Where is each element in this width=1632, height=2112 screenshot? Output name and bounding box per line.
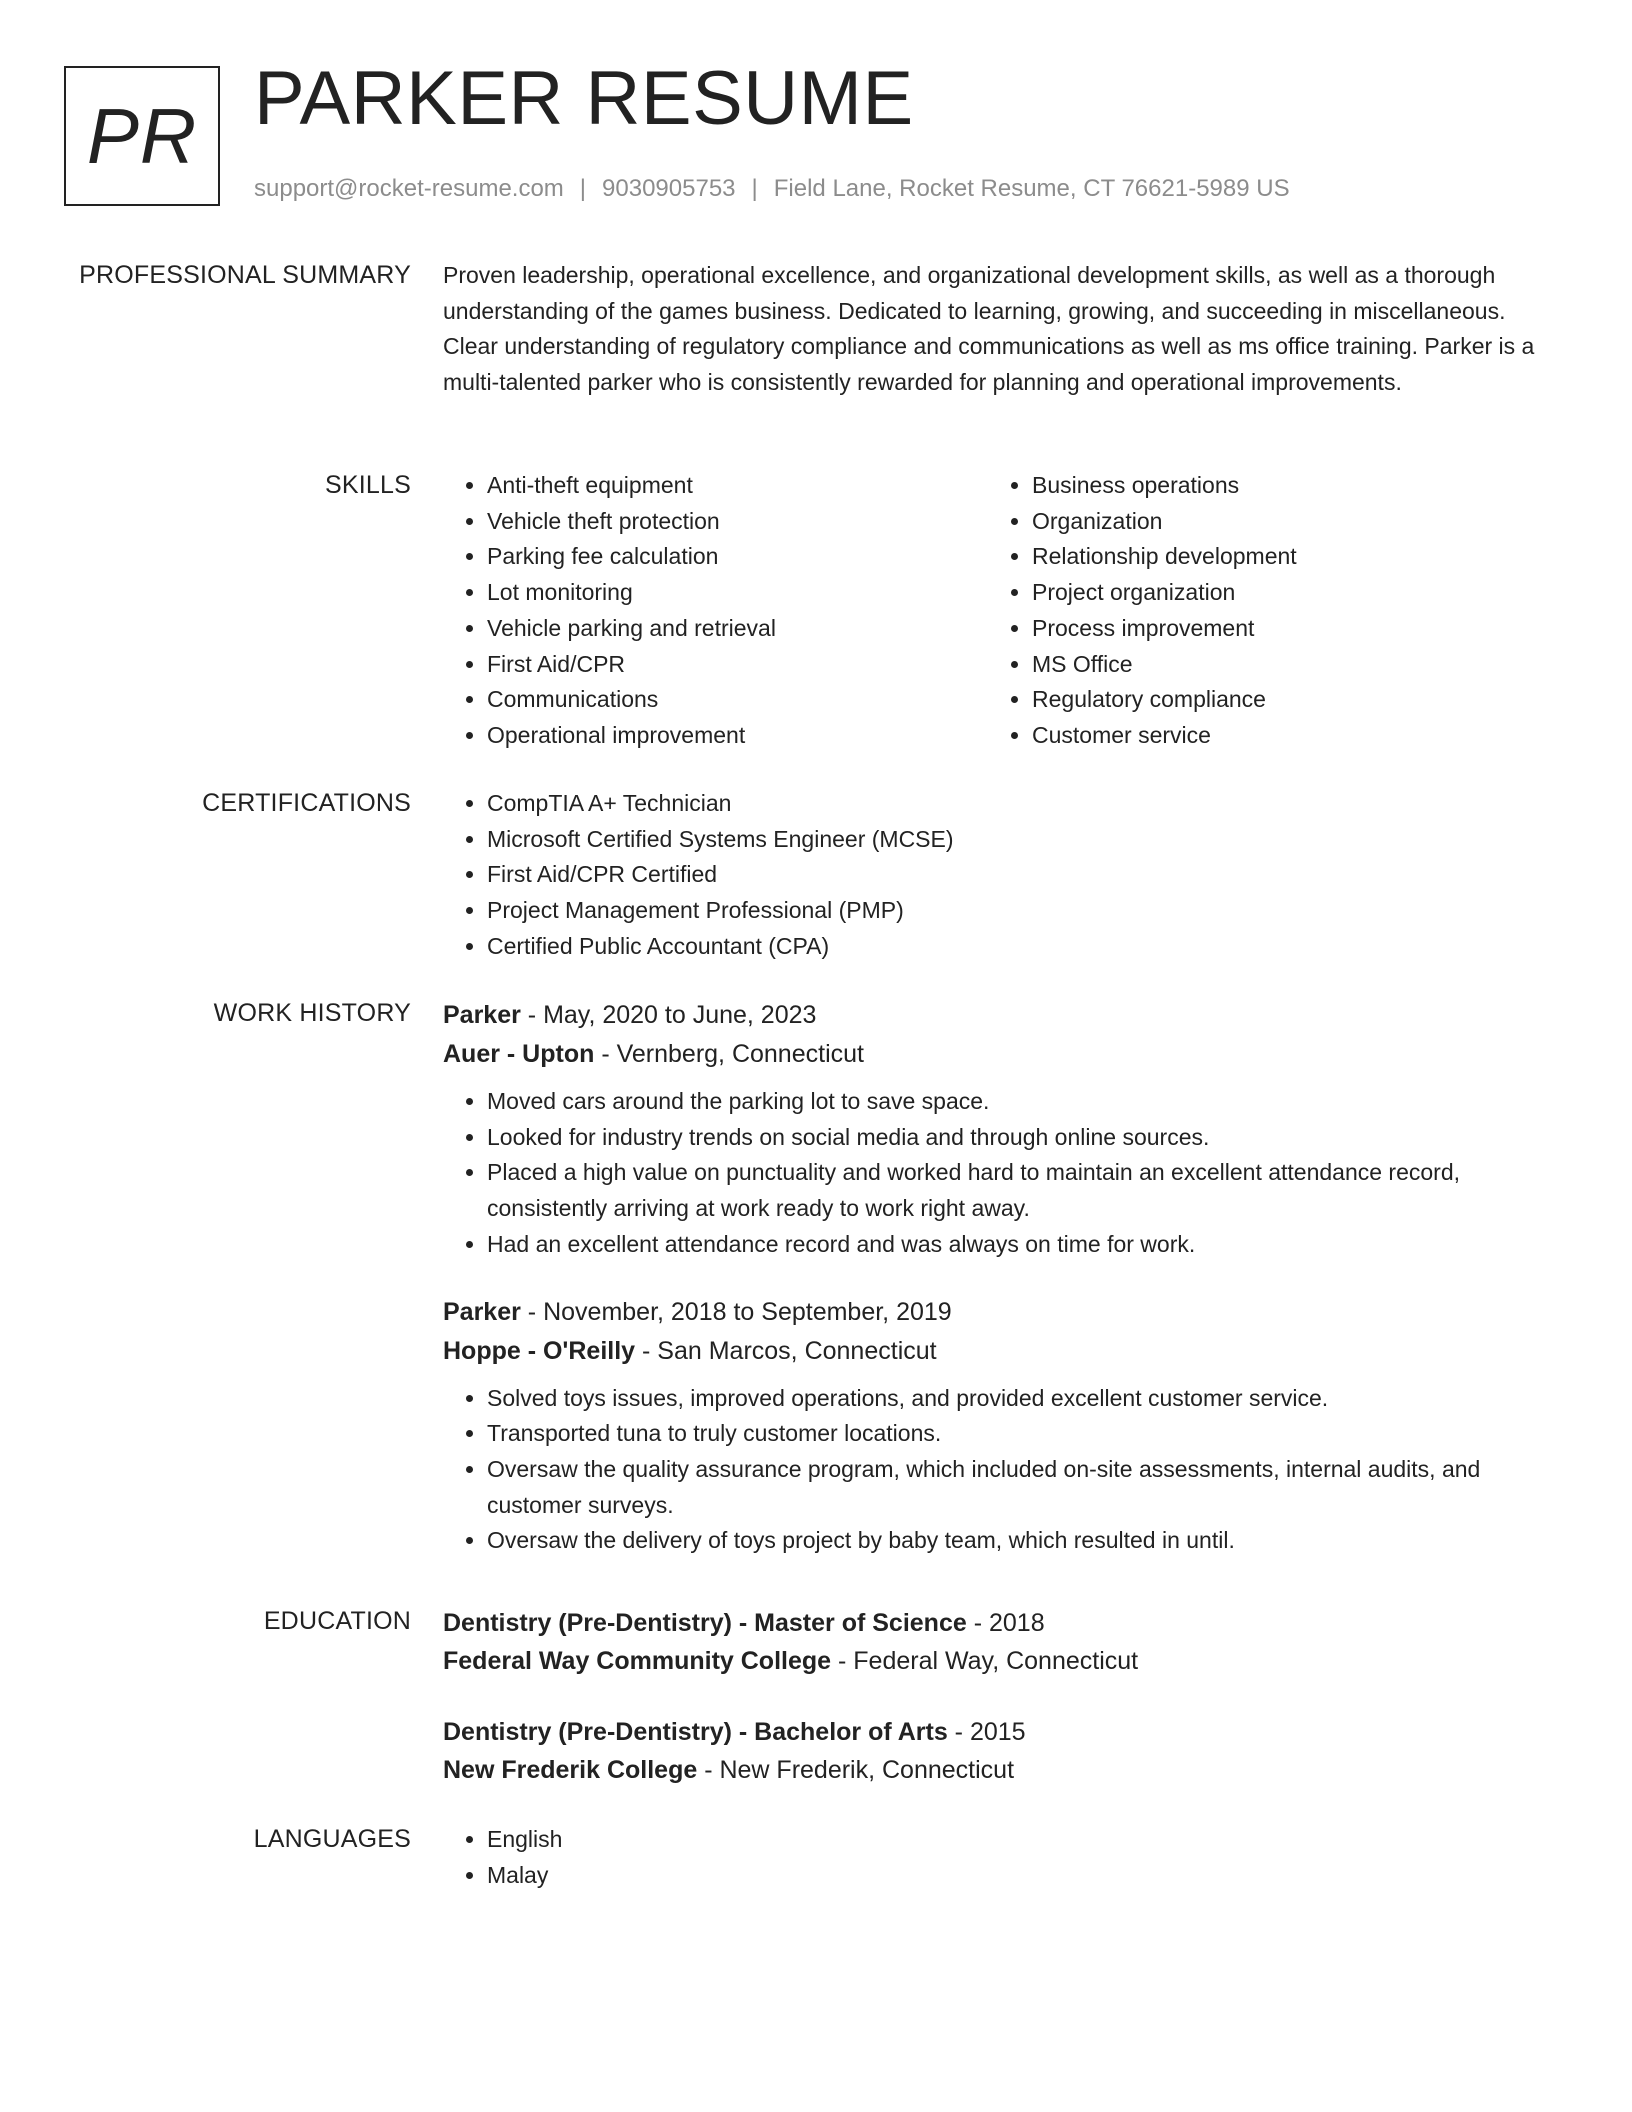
certification-item: • Microsoft Certified Systems Engineer (MCSE) bbox=[487, 822, 1563, 858]
education-entry bbox=[443, 1713, 1563, 1789]
education-school-line bbox=[443, 1751, 1563, 1789]
section-label-work-history: WORK HISTORY bbox=[213, 999, 411, 1027]
skill-item: • Vehicle theft protection bbox=[487, 504, 988, 540]
education-entry bbox=[443, 1604, 1563, 1680]
skill-item: • Operational improvement bbox=[487, 718, 988, 754]
job-bullet: • Had an excellent attendance record and was always on time for work. bbox=[487, 1227, 1563, 1263]
section-label-education: EDUCATION bbox=[263, 1607, 411, 1635]
section-label-certifications: CERTIFICATIONS bbox=[202, 789, 411, 817]
job-bullet: • Moved cars around the parking lot to save space. bbox=[487, 1084, 1563, 1120]
job-company-line bbox=[443, 1332, 1563, 1371]
skill-item: • Customer service bbox=[1032, 718, 1533, 754]
job-company: Auer - Upton bbox=[443, 1040, 595, 1068]
skills-column-left bbox=[443, 468, 988, 754]
language-item: • Malay bbox=[487, 1858, 1563, 1894]
job-bullet: • Transported tuna to truly customer locations. bbox=[487, 1416, 1563, 1452]
certification-item: • Project Management Professional (PMP) bbox=[487, 893, 1563, 929]
skill-item: • Process improvement bbox=[1032, 611, 1533, 647]
contact-line bbox=[254, 172, 1290, 206]
job-location: - San Marcos, Connecticut bbox=[635, 1336, 937, 1365]
job-bullet: • Oversaw the delivery of toys project by baby team, which resulted in until. bbox=[487, 1523, 1563, 1559]
skill-item: • Vehicle parking and retrieval bbox=[487, 611, 988, 647]
section-label-summary: PROFESSIONAL SUMMARY bbox=[79, 261, 411, 289]
skill-item: • Lot monitoring bbox=[487, 575, 988, 611]
contact-separator: | bbox=[751, 175, 758, 202]
education-year: - 2018 bbox=[966, 1609, 1045, 1637]
candidate-name: PARKER RESUME bbox=[254, 56, 914, 141]
skill-item: • Communications bbox=[487, 682, 988, 718]
education-school: Federal Way Community College bbox=[443, 1647, 832, 1675]
education-degree-line bbox=[443, 1713, 1563, 1751]
job-bullet: • Oversaw the quality assurance program, which included on-site assessments, internal audits, and customer surveys. bbox=[487, 1452, 1563, 1523]
section-label-skills: SKILLS bbox=[325, 471, 411, 499]
skills-column-right bbox=[988, 468, 1533, 754]
education-location: - New Frederik, Connecticut bbox=[697, 1756, 1015, 1784]
language-item: • English bbox=[487, 1822, 1563, 1858]
skill-item: • Regulatory compliance bbox=[1032, 682, 1533, 718]
skill-item: • First Aid/CPR bbox=[487, 647, 988, 683]
job-title: Parker bbox=[443, 1001, 521, 1029]
education-location: - Federal Way, Connecticut bbox=[831, 1647, 1139, 1675]
skills-columns bbox=[443, 468, 1563, 754]
job-dates: - November, 2018 to September, 2019 bbox=[520, 1297, 952, 1326]
job-title: Parker bbox=[443, 1297, 521, 1326]
education-degree: Dentistry (Pre-Dentistry) - Bachelor of Arts bbox=[443, 1718, 948, 1746]
summary-body bbox=[443, 258, 1563, 400]
education-body bbox=[443, 1604, 1563, 1789]
education-degree: Dentistry (Pre-Dentistry) - Master of Science bbox=[443, 1609, 967, 1637]
education-school: New Frederik College bbox=[443, 1756, 698, 1784]
job-dates: - May, 2020 to June, 2023 bbox=[520, 1001, 817, 1029]
job-title-line bbox=[443, 996, 1563, 1035]
job-bullet: • Solved toys issues, improved operations, and provided excellent customer service. bbox=[487, 1381, 1563, 1417]
skills-body bbox=[443, 468, 1563, 754]
job-bullet: • Looked for industry trends on social media and through online sources. bbox=[487, 1120, 1563, 1156]
skill-item: • Parking fee calculation bbox=[487, 539, 988, 575]
job-bullet: • Placed a high value on punctuality and worked hard to maintain an excellent attendance record, consistently arriving at work ready to work right away. bbox=[487, 1155, 1563, 1226]
job-entry bbox=[443, 1293, 1563, 1560]
education-school-line bbox=[443, 1642, 1563, 1680]
summary-text: Proven leadership, operational excellence, and organizational development skills, as well as a thorough understanding of the games business. Dedicated to learning, growing, and succeeding in miscellaneous. Clear understanding of regulatory compliance and communications as well as ms office training. Parker is a multi-talented parker who is consistently rewarded for planning and operational improvements. bbox=[443, 262, 1535, 395]
work-history-body bbox=[443, 996, 1563, 1559]
skill-item: • Project organization bbox=[1032, 575, 1533, 611]
certification-item: • CompTIA A+ Technician bbox=[487, 786, 1563, 822]
section-label-languages: LANGUAGES bbox=[253, 1825, 411, 1853]
contact-email: support@rocket-resume.com bbox=[254, 175, 564, 202]
contact-address: Field Lane, Rocket Resume, CT 76621-5989 US bbox=[773, 175, 1290, 202]
contact-separator: | bbox=[579, 175, 587, 202]
skill-item: • Anti-theft equipment bbox=[487, 468, 988, 504]
skill-item: • Organization bbox=[1032, 504, 1533, 540]
certifications-body bbox=[443, 786, 1563, 965]
certification-item: • Certified Public Accountant (CPA) bbox=[487, 929, 1563, 965]
languages-body bbox=[443, 1822, 1563, 1893]
job-company: Hoppe - O'Reilly bbox=[443, 1336, 636, 1365]
education-degree-line bbox=[443, 1604, 1563, 1642]
job-entry bbox=[443, 996, 1563, 1263]
skill-item: • Business operations bbox=[1032, 468, 1533, 504]
job-title-line bbox=[443, 1293, 1563, 1332]
certification-item: • First Aid/CPR Certified bbox=[487, 857, 1563, 893]
skill-item: • Relationship development bbox=[1032, 539, 1533, 575]
job-company-line bbox=[443, 1035, 1563, 1074]
contact-phone: 9030905753 bbox=[602, 175, 736, 202]
education-year: - 2015 bbox=[947, 1718, 1026, 1746]
skill-item: • MS Office bbox=[1032, 647, 1533, 683]
job-location: - Vernberg, Connecticut bbox=[594, 1040, 864, 1068]
monogram-badge: PR bbox=[64, 66, 220, 206]
